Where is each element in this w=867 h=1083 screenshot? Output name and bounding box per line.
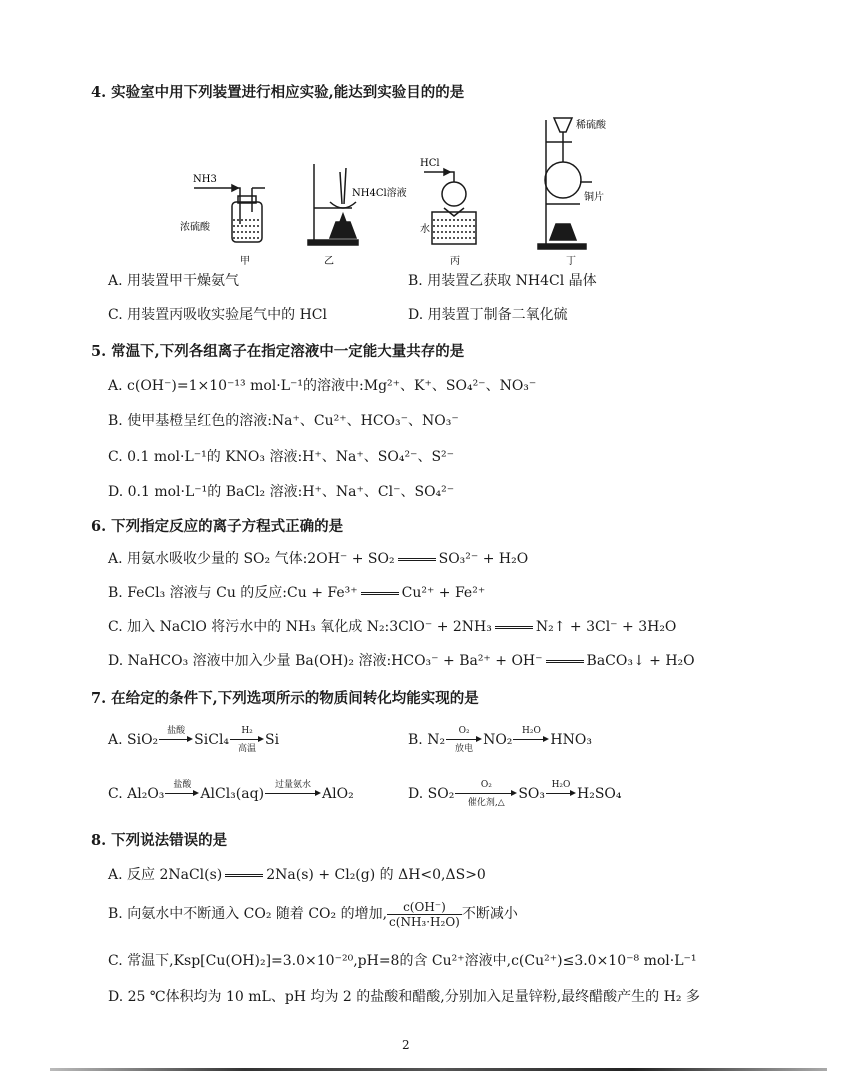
reaction-arrow: H₂O xyxy=(546,780,576,808)
q7-b-reactant: B. N₂ xyxy=(408,732,446,748)
reaction-arrow: H₂ 高温 xyxy=(230,726,264,754)
q7-d-reactant: D. SO₂ xyxy=(408,786,455,802)
q4-option-c: C. 用装置丙吸收实验尾气中的 HCl xyxy=(108,307,327,323)
q7-option-b xyxy=(408,726,592,754)
q7-c-intermediate: AlCl₃(aq) xyxy=(200,786,265,802)
q6-c-left: C. 加入 NaClO 将污水中的 NH₃ 氧化成 N₂:3ClO⁻ + 2NH₃ xyxy=(108,619,492,635)
q6-option-c xyxy=(108,618,676,636)
reaction-arrow: 过量氨水 xyxy=(265,780,321,808)
label-hcl: HCl xyxy=(420,158,440,169)
q7-option-c xyxy=(108,780,354,808)
apparatus-jia xyxy=(194,185,265,242)
label-yi: 乙 xyxy=(324,256,334,267)
reaction-arrow: O₂ 放电 xyxy=(446,726,482,754)
q7-stem: 7. 在给定的条件下,下列选项所示的物质间转化均能实现的是 xyxy=(91,690,479,707)
reaction-arrow: 盐酸 xyxy=(159,726,193,754)
label-dilute-h2so4: 稀硫酸 xyxy=(576,120,606,131)
label-copper: 铜片 xyxy=(584,192,604,203)
equals-sign xyxy=(546,660,584,663)
q6-option-a xyxy=(108,550,528,568)
bottom-rule xyxy=(50,1068,827,1071)
page-number: 2 xyxy=(402,1038,410,1052)
q8-stem: 8. 下列说法错误的是 xyxy=(91,832,228,849)
q7-a-intermediate: SiCl₄ xyxy=(194,732,230,748)
q8-a-left: A. 反应 2NaCl(s) xyxy=(108,867,223,883)
reaction-arrow: O₂ 催化剂,△ xyxy=(455,780,517,808)
q4-option-a: A. 用装置甲干燥氨气 xyxy=(108,273,240,289)
q5-option-b: B. 使甲基橙呈红色的溶液:Na⁺、Cu²⁺、HCO₃⁻、NO₃⁻ xyxy=(108,413,459,429)
equals-sign xyxy=(398,558,436,561)
q6-stem: 6. 下列指定反应的离子方程式正确的是 xyxy=(91,518,344,535)
q6-a-left: A. 用氨水吸收少量的 SO₂ 气体:2OH⁻ + SO₂ xyxy=(108,551,395,567)
reaction-arrow: 盐酸 xyxy=(165,780,199,808)
label-water: 水 xyxy=(420,224,430,235)
q8-option-d: D. 25 ℃体积均为 10 mL、pH 均为 2 的盐酸和醋酸,分别加入足量锌粉,最终醋酸产生的 H₂ 多 xyxy=(108,989,700,1005)
label-ding: 丁 xyxy=(566,256,576,267)
q6-a-right: SO₃²⁻ + H₂O xyxy=(438,551,529,567)
reaction-arrow: H₂O xyxy=(513,726,549,754)
q7-b-product: HNO₃ xyxy=(550,732,592,748)
q5-stem: 5. 常温下,下列各组离子在指定溶液中一定能大量共存的是 xyxy=(91,343,465,360)
apparatus-bing xyxy=(424,169,476,244)
equals-sign xyxy=(225,874,263,877)
q8-option-c: C. 常温下,Ksp[Cu(OH)₂]=3.0×10⁻²⁰,pH=8的含 Cu²⁺溶液中,c(Cu²⁺)≤3.0×10⁻⁸ mol·L⁻¹ xyxy=(108,953,697,969)
label-conc-h2so4: 浓硫酸 xyxy=(180,222,210,233)
label-nh4cl: NH4Cl溶液 xyxy=(352,188,407,199)
q7-b-intermediate: NO₂ xyxy=(483,732,513,748)
label-nh3: NH3 xyxy=(193,174,217,185)
label-bing: 丙 xyxy=(450,256,460,267)
q7-option-d xyxy=(408,780,622,808)
q5-option-d: D. 0.1 mol·L⁻¹的 BaCl₂ 溶液:H⁺、Na⁺、Cl⁻、SO₄²⁻ xyxy=(108,484,455,500)
q6-c-right: N₂↑ + 3Cl⁻ + 3H₂O xyxy=(535,619,677,635)
q6-d-right: BaCO₃↓ + H₂O xyxy=(586,653,695,669)
q8-b-right: 不断减小 xyxy=(461,906,518,922)
label-jia: 甲 xyxy=(240,256,250,267)
q8-option-b xyxy=(108,898,518,930)
q6-b-left: B. FeCl₃ 溶液与 Cu 的反应:Cu + Fe³⁺ xyxy=(108,585,358,601)
q8-a-right: 2Na(s) + Cl₂(g) 的 ΔH<0,ΔS>0 xyxy=(266,867,486,883)
q7-c-reactant: C. Al₂O₃ xyxy=(108,786,165,802)
q4-stem: 4. 实验室中用下列装置进行相应实验,能达到实验目的的是 xyxy=(91,84,465,101)
q6-option-d xyxy=(108,652,695,670)
q6-option-b xyxy=(108,584,485,602)
q7-d-product: H₂SO₄ xyxy=(577,786,622,802)
equals-sign xyxy=(361,592,399,595)
q8-b-left: B. 向氨水中不断通入 CO₂ 随着 CO₂ 的增加, xyxy=(108,906,388,922)
q6-d-left: D. NaHCO₃ 溶液中加入少量 Ba(OH)₂ 溶液:HCO₃⁻ + Ba²⁺ + OH⁻ xyxy=(108,653,543,669)
q4-option-b: B. 用装置乙获取 NH4Cl 晶体 xyxy=(408,273,597,289)
q5-option-a: A. c(OH⁻)=1×10⁻¹³ mol·L⁻¹的溶液中:Mg²⁺、K⁺、SO₄²⁻、NO₃⁻ xyxy=(108,378,537,394)
q6-b-right: Cu²⁺ + Fe²⁺ xyxy=(401,585,486,601)
apparatus-figure xyxy=(180,112,606,270)
fraction: $\frac{c(OH^-)}{\text{c(NH₃·H₂O)}}$ xyxy=(389,899,460,929)
q8-option-a xyxy=(108,866,486,884)
apparatus-yi xyxy=(308,164,358,245)
q7-d-intermediate: SO₃ xyxy=(518,786,545,802)
apparatus-ding xyxy=(538,118,592,249)
q7-option-a xyxy=(108,726,279,754)
q7-c-product: AlO₂ xyxy=(322,786,354,802)
q7-a-reactant: A. SiO₂ xyxy=(108,732,159,748)
q5-option-c: C. 0.1 mol·L⁻¹的 KNO₃ 溶液:H⁺、Na⁺、SO₄²⁻、S²⁻ xyxy=(108,449,455,465)
q7-a-product: Si xyxy=(265,732,280,748)
equals-sign xyxy=(495,626,533,629)
q4-option-d: D. 用装置丁制备二氧化硫 xyxy=(408,307,568,323)
